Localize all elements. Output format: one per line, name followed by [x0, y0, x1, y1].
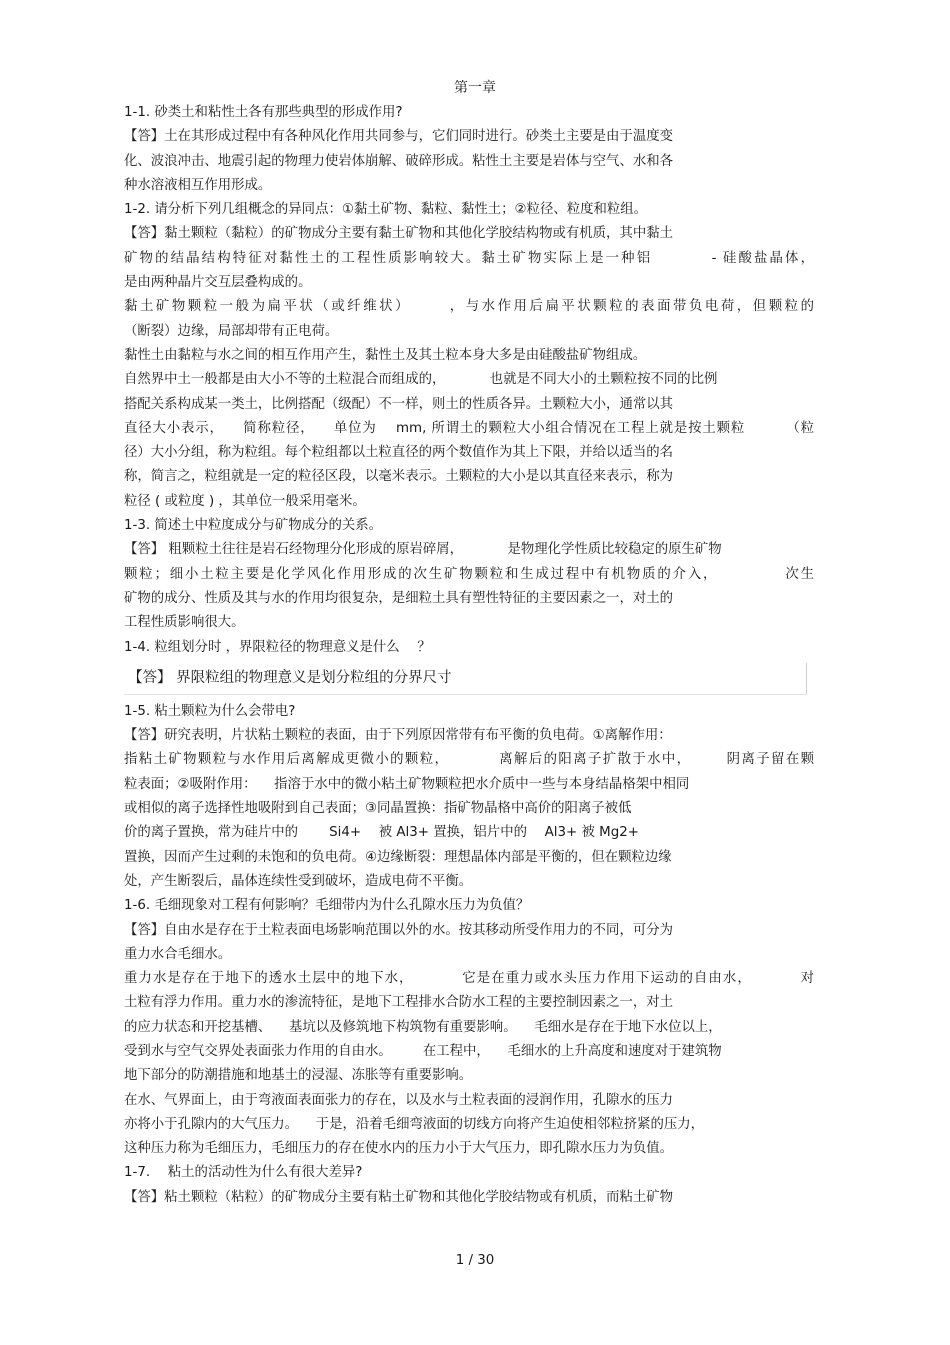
text-line: 工程性质影响很大。 [124, 615, 245, 631]
text-line: 1-6. 毛细现象对工程有何影响？毛细带内为什么孔隙水压力为负值？ [124, 898, 530, 914]
text-line: 【答】黏土颗粒（黏粒）的矿物成分主要有黏土矿物和其他化学胶结构物或有机质，其中黏土 [124, 226, 674, 242]
text-line: 是由两种晶片交互层叠构成的。 [124, 275, 312, 291]
text-line: 1-7. 粘土的活动性为什么有很大差异? [124, 1165, 363, 1181]
document-body [124, 101, 814, 1210]
text-line: 黏性土由黏粒与水之间的相互作用产生，黏性土及其土粒本身大多是由硅酸盐矿物组成。 [124, 347, 647, 363]
text-line: 1-5. 粘土颗粒为什么会带电? [124, 703, 296, 719]
text-line: 【答】土在其形成过程中有各种风化作用共同参与，它们同时进行。砂类土主要是由于温度变 [124, 129, 674, 145]
text-line: 这种压力称为毛细压力，毛细压力的存在使水内的压力小于大气压力，即孔隙水压力为负值。 [124, 1141, 674, 1157]
text-line: 黏土矿物颗粒一般为扁平状（或纤维状） ，与水作用后扁平状颗粒的表面带负电荷，但颗粒的 [124, 299, 814, 315]
text-line: 矿物的结晶结构特征对黏性土的工程性质影响较大。黏土矿物实际上是一种铝 - 硅酸盐晶体， [124, 250, 814, 266]
text-line: （断裂）边缘，局部却带有正电荷。 [124, 323, 339, 339]
text-line: 置换，因而产生过剩的未饱和的负电荷。④边缘断裂：理想晶体内部是平衡的，但在颗粒边缘 [124, 849, 672, 865]
text-line: 重力水合毛细水。 [124, 946, 232, 962]
text-line: 价的离子置换，常为硅片中的 Si4+ 被 Al3+ 置换，铝片中的 Al3+ 被 Mg2+ [124, 825, 639, 841]
text-line: 重力水是存在于地下的透水土层中的地下水， 它是在重力或水头压力作用下运动的自由水， 对 [124, 971, 814, 987]
text-line: 的应力状态和开挖基槽、 基坑以及修筑地下构筑物有重要影响。 毛细水是存在于地下水位以上， [124, 1019, 722, 1035]
text-line: 【答】自由水是存在于土粒表面电场影响范围以外的水。按其移动所受作用力的不同，可分为 [124, 922, 674, 938]
text-line: 【答】研究表明，片状粘土颗粒的表面，由于下列原因常带有布平衡的负电荷。①离解作用： [124, 728, 672, 744]
text-line: 【答】 粗颗粒土往往是岩石经物理分化形成的原岩碎屑， 是物理化学性质比较稳定的原生矿物 [124, 542, 722, 558]
text-line: 受到水与空气交界处表面张力作用的自由水。 在工程中， 毛细水的上升高度和速度对于建筑物 [124, 1043, 722, 1059]
text-line: 1-1. 砂类土和粘性土各有那些典型的形成作用? [124, 105, 403, 120]
text-line: 在水、气界面上，由于弯液面表面张力的存在，以及水与土粒表面的浸润作用，孔隙水的压力 [124, 1092, 674, 1108]
text-block-after [124, 700, 814, 1210]
text-line: 或相似的离子选择性地吸附到自己表面；③同晶置换：指矿物晶格中高价的阳离子被低 [124, 801, 632, 817]
chapter-title: 第一章 [454, 80, 496, 96]
text-line: 亦将小于孔隙内的大气压力。 于是，沿着毛细弯液面的切线方向将产生迫使相邻粒挤紧的压力， [124, 1116, 705, 1132]
text-line: 1-4. 粒组划分时 ，界限粒径的物理意义是什么 ？ [124, 639, 431, 655]
text-line: 【答】粘土颗粒（粘粒）的矿物成分主要有粘土矿物和其他化学胶结物或有机质，而粘土矿物 [124, 1189, 674, 1205]
boxed-answer: 【答】 界限粒组的物理意义是划分粒组的分界尺寸 [124, 663, 807, 695]
text-line: 处，产生断裂后，晶体连续性受到破坏，造成电荷不平衡。 [124, 873, 473, 889]
text-line: 粒径 ( 或粒度 ) ，其单位一般采用毫米。 [124, 493, 366, 509]
text-line: 1-2. 请分析下列几组概念的异同点：①黏土矿物、黏粒、黏性土；②粒径、粒度和粒组。 [124, 202, 648, 218]
text-line: 自然界中土一般都是由大小不等的土粒混合而组成的， 也就是不同大小的土颗粒按不同的比例 [124, 372, 718, 388]
text-line: 颗粒；细小土粒主要是化学风化作用形成的次生矿物颗粒和生成过程中有机物质的介入， 次生 [124, 566, 814, 582]
text-line: 搭配关系构成某一类土，比例搭配（级配）不一样，则土的性质各异。土颗粒大小，通常以其 [124, 396, 674, 412]
text-line: 直径大小表示， 简称粒径， 单位为 mm, 所谓土的颗粒大小组合情况在工程上就是按土颗粒 （粒 [124, 420, 814, 436]
text-line: 粒表面；②吸附作用： 指溶于水中的微小粘土矿物颗粒把水介质中一些与本身结晶格架中相同 [124, 776, 690, 792]
text-line: 1-3. 简述土中粒度成分与矿物成分的关系。 [124, 518, 383, 534]
text-line: 地下部分的防潮措施和地基土的浸湿、冻胀等有重要影响。 [124, 1068, 473, 1084]
text-line: 化、波浪冲击、地震引起的物理力使岩体崩解、破碎形成。粘性土主要是岩体与空气、水和各 [124, 153, 674, 169]
text-line: 土粒有浮力作用。重力水的渗流特征，是地下工程排水合防水工程的主要控制因素之一，对土 [124, 995, 674, 1011]
text-line: 指粘土矿物颗粒与水作用后离解成更微小的颗粒， 离解后的阳离子扩散于水中， 阴离子留在颗 [124, 752, 814, 768]
text-line: 种水溶液相互作用形成。 [124, 177, 272, 193]
text-line: 径）大小分组，称为粒组。每个粒组都以土粒直径的两个数值作为其上下限，并给以适当的名 [124, 445, 674, 461]
text-line: 矿物的成分、性质及其与水的作用均很复杂，是细粒土具有塑性特征的主要因素之一，对土的 [124, 590, 674, 606]
text-block-before [124, 101, 814, 660]
text-line: 称，简言之，粒组就是一定的粒径区段，以毫米表示。土颗粒的大小是以其直径来表示，称为 [124, 469, 674, 485]
page-number: 1 / 30 [455, 1253, 495, 1268]
